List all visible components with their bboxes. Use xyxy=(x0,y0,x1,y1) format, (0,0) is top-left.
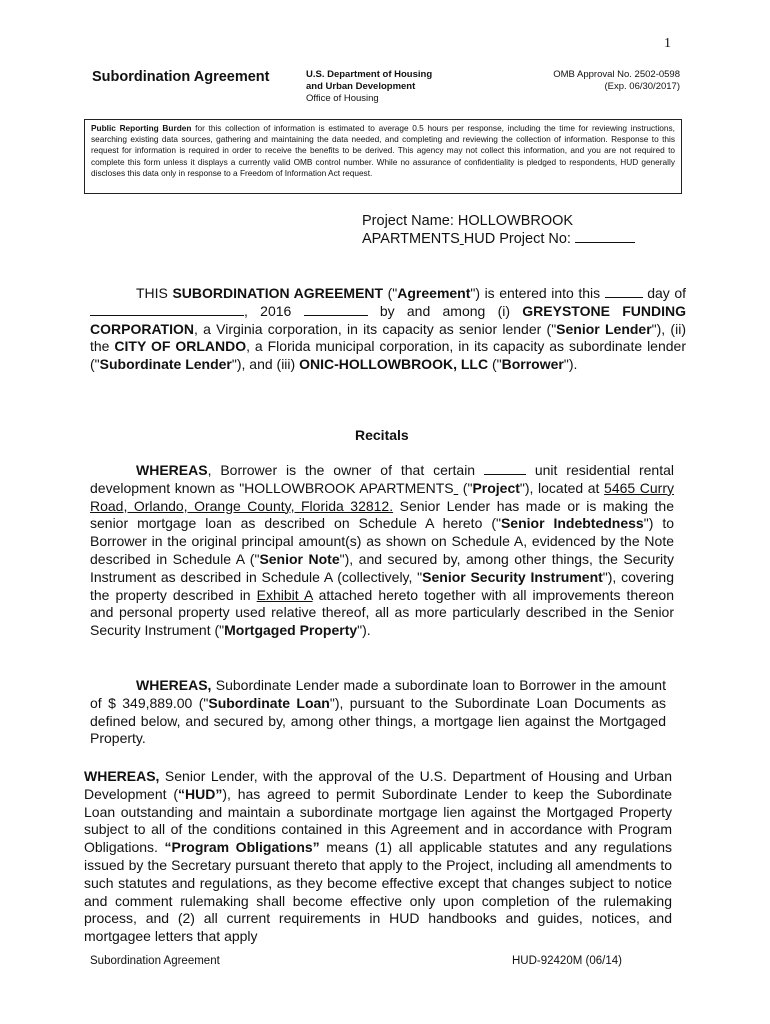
agency-line-2: and Urban Development xyxy=(306,81,416,92)
agreement-title: SUBORDINATION AGREEMENT xyxy=(172,285,384,301)
agency-line-1: U.S. Department of Housing xyxy=(306,69,433,80)
recital-3 xyxy=(84,768,672,946)
intro-text: day of xyxy=(642,285,687,301)
omb-block xyxy=(512,69,680,93)
recital-text: "), pursuant to the Subordinate Loan Documents as defined below, and secured by, among other things, a mortgage lien against the Mortgaged Property. xyxy=(90,694,667,747)
borrower-definition: Borrower xyxy=(501,356,564,373)
recital-text: (" xyxy=(458,479,473,496)
intro-text: THIS xyxy=(136,285,173,301)
intro-text: (" xyxy=(383,285,398,301)
recital-text: means (1) all applicable statutes and any regulations issued by the Secretary pursuant thereto that apply to the Project, including all amendments to such statutes and regulations, as they become effective except that changes subject to notice and comment rulemaking shall become effective only upon completion of the rulemaking process, and (2) all current requirements in HUD handbooks and guides, notices, and mortgagee letters that apply xyxy=(84,839,672,945)
whereas-label: WHEREAS xyxy=(136,462,208,478)
date-blank[interactable] xyxy=(304,303,368,316)
agreement-definition: Agreement xyxy=(397,285,471,301)
recital-2 xyxy=(90,677,666,748)
footer-form-number: HUD-92420M (06/14) xyxy=(512,955,622,967)
recital-text: Senior Lender, with the approval of the U.S. Department of Housing and Urban Development ( xyxy=(84,768,672,802)
recital-text: attached hereto together with all improvements thereon and personal property used relative thereof, all as more particularly described in the Senior Security Instrument (" xyxy=(90,586,675,639)
unit-count-blank[interactable] xyxy=(484,462,526,475)
intro-text: by and among (i) xyxy=(367,302,523,319)
recital-text: unit residential rental development known as "HOLLOWBROOK APARTMENTS xyxy=(90,462,674,496)
recitals-heading: Recitals xyxy=(355,427,409,443)
footer-title: Subordination Agreement xyxy=(90,955,220,967)
subordinate-loan-definition: Subordinate Loan xyxy=(208,694,330,711)
hud-project-no-label: HUD Project No: xyxy=(463,231,571,247)
recital-text: , Borrower is the owner of that certain xyxy=(207,462,484,478)
document-title: Subordination Agreement xyxy=(92,69,270,85)
hud-project-no-blank[interactable] xyxy=(575,230,635,243)
agency-block xyxy=(306,69,432,105)
recital-1 xyxy=(90,462,674,640)
omb-expiration: (Exp. 06/30/2017) xyxy=(604,81,680,92)
intro-text: , 2016 xyxy=(244,302,304,319)
agency-line-3: Office of Housing xyxy=(306,93,379,104)
intro-text: (" xyxy=(488,356,502,373)
subordinate-lender-definition: Subordinate Lender xyxy=(99,356,232,373)
intro-text: , a Virginia corporation, in its capacity as senior lender (" xyxy=(193,320,557,337)
intro-text: , a Florida municipal corporation, in its capacity as subordinate lender (" xyxy=(90,338,686,373)
recital-text: Senior Lender has made or is making the senior mortgage loan as described on Schedule A hereto (" xyxy=(90,497,674,532)
program-obligations-definition: “Program Obligations” xyxy=(164,839,320,856)
project-name: Project Name: HOLLOWBROOK xyxy=(362,213,574,229)
project-block xyxy=(362,212,635,248)
city-name: CITY OF ORLANDO xyxy=(114,338,247,355)
recital-text: "), covering the property described in xyxy=(90,568,674,603)
whereas-label: WHEREAS, xyxy=(136,677,212,693)
intro-paragraph xyxy=(90,285,686,374)
intro-text: "), (ii) the xyxy=(90,320,686,355)
recital-text: "). xyxy=(357,622,371,639)
omb-approval: OMB Approval No. 2502-0598 xyxy=(553,69,680,80)
mortgaged-property-definition: Mortgaged Property xyxy=(224,622,358,639)
hud-definition: “HUD” xyxy=(177,785,223,802)
recital-text: "), and secured by, among other things, the Security Instrument as described in Schedule A (collectively, " xyxy=(90,550,674,585)
burden-label: Public Reporting Burden xyxy=(91,123,192,133)
recital-text: Subordinate Lender made a subordinate loan to Borrower in the amount of $ 349,889.00 (" xyxy=(90,677,666,711)
exhibit-a-reference: Exhibit A xyxy=(256,586,313,603)
hud-project-line xyxy=(362,230,635,248)
month-blank[interactable] xyxy=(90,303,244,316)
senior-indebtedness-definition: Senior Indebtedness xyxy=(500,515,644,532)
senior-note-definition: Senior Note xyxy=(259,550,340,567)
senior-security-instrument-definition: Senior Security Instrument xyxy=(422,568,603,585)
recital-text: ") to Borrower in the original principal amount(s) as shown on Schedule A, evidenced by the Note described in Schedule A (" xyxy=(90,515,675,567)
intro-text: "). xyxy=(563,356,578,373)
recital-text: "), located at xyxy=(519,479,605,496)
whereas-label: WHEREAS, xyxy=(84,768,160,784)
senior-lender-definition: Senior Lender xyxy=(556,320,652,337)
intro-text: "), and (iii) xyxy=(231,356,300,373)
borrower-name: ONIC-HOLLOWBROOK, LLC xyxy=(299,356,489,373)
public-reporting-burden-box xyxy=(84,119,682,194)
burden-text: for this collection of information is estimated to average 0.5 hours per response, including the time for reviewing instructions, searching existing data sources, gathering and maintaining the data needed, and completing and reviewing the collection of information. Response to this request for information is required in order to receive the benefits to be derived. This agency may not collect this information, and you are not required to complete this form unless it displays a currently valid OMB control number. While no assurance of confidentiality is pledged to respondents, HUD generally discloses this data only in response to a Freedom of Information Act request. xyxy=(91,123,675,178)
day-blank[interactable] xyxy=(605,285,643,298)
senior-lender-name: GREYSTONE FUNDING CORPORATION xyxy=(90,302,686,337)
recital-text: ), has agreed to permit Subordinate Lender to keep the Subordinate Loan outstanding and maintain a subordinate mortgage lien against the Mortgaged Property subject to all of the conditions contained in this Agreement and in accordance with Program Obligations. xyxy=(84,785,672,856)
project-address: 5465 Curry Road, Orlando, Orange County, Florida 32812. xyxy=(90,479,674,514)
intro-text: ") is entered into this xyxy=(470,285,601,301)
project-definition: Project xyxy=(472,479,520,496)
project-apartments: APARTMENTS xyxy=(362,231,460,247)
page-number: 1 xyxy=(664,36,671,51)
